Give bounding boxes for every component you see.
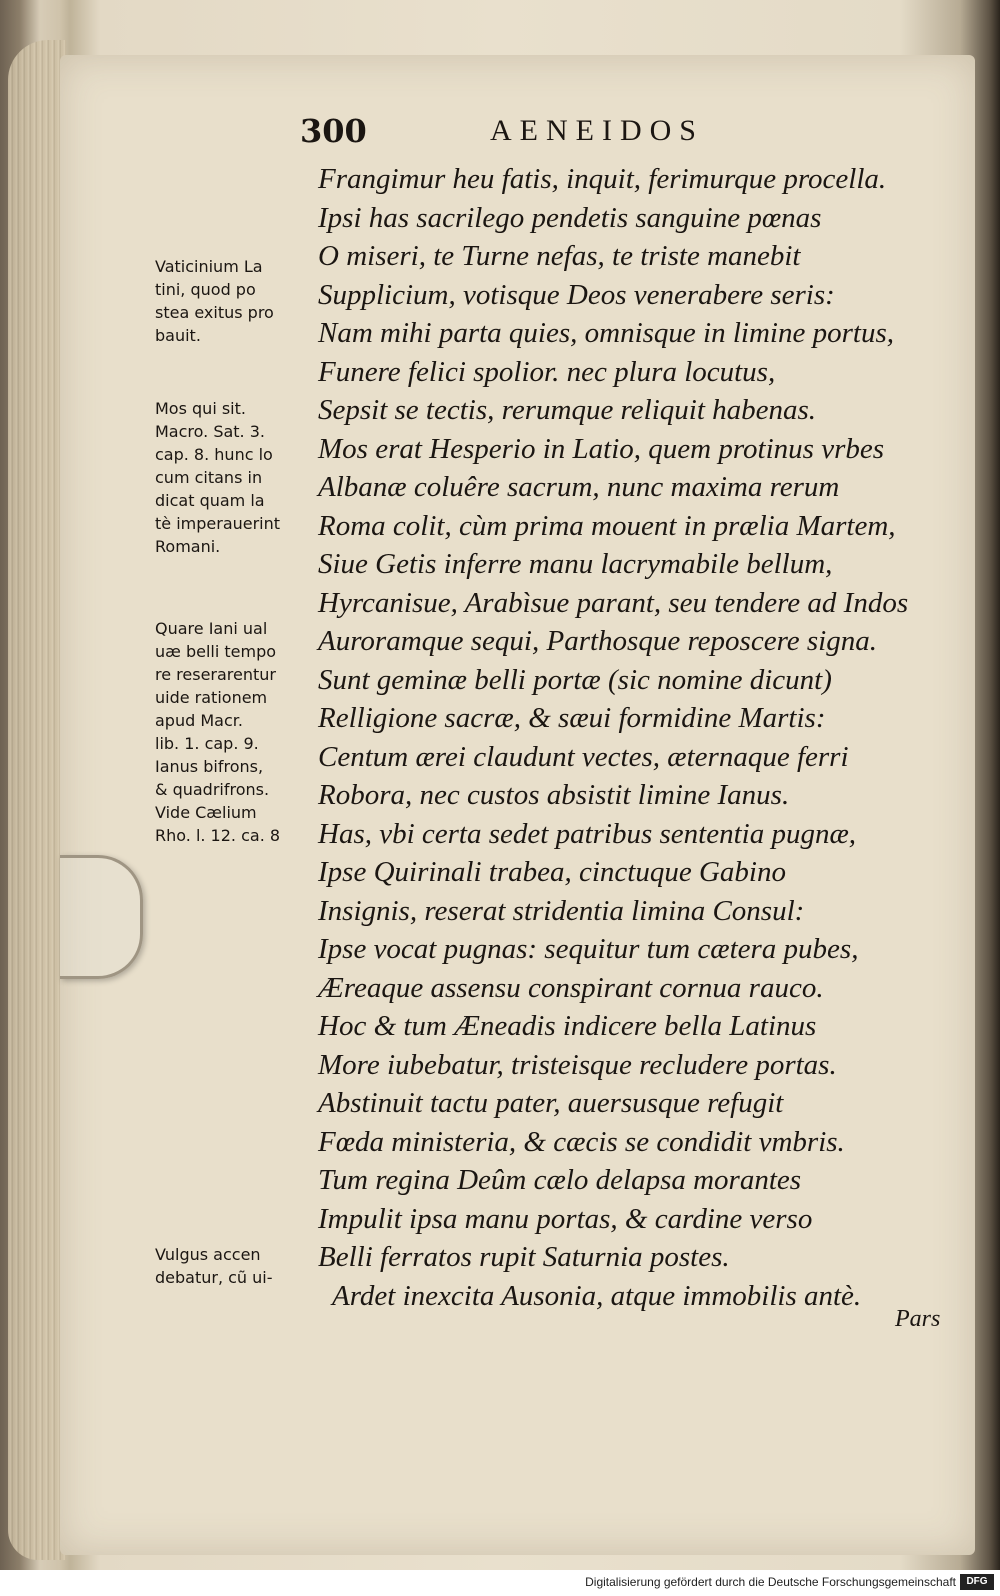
margin-note-line: Vide Cælium bbox=[155, 803, 257, 822]
verse-line: O miseri, te Turne nefas, te triste manebit bbox=[318, 240, 801, 272]
margin-note-line: re reserarentur bbox=[155, 665, 276, 684]
verse-line: Fœda ministeria, & cæcis se condidit vmbris. bbox=[318, 1125, 845, 1158]
verse-line: Æreaque assensu conspirant cornua rauco. bbox=[318, 971, 824, 1004]
verse-line: Albanæ coluêre sacrum, nunc maxima rerum bbox=[318, 471, 840, 503]
margin-note-vulgus bbox=[155, 1243, 315, 1289]
margin-note-vaticinium bbox=[155, 255, 315, 347]
dfg-logo-icon: DFG bbox=[960, 1574, 994, 1590]
verse-line: Hoc & tum Æneadis indicere bella Latinus bbox=[318, 1010, 817, 1042]
verse-line: Relligione sacræ, & sæui formidine Martis: bbox=[318, 702, 826, 734]
verse-line: Robora, nec custos absistit limine Ianus. bbox=[318, 779, 790, 811]
verse-line: Roma colit, cùm prima mouent in prælia Martem, bbox=[318, 509, 896, 542]
margin-note-line: Quare Iani ual bbox=[155, 619, 268, 638]
verse-line: Nam mihi parta quies, omnisque in limine portus, bbox=[318, 317, 894, 349]
verse-line: Ipsi has sacrilego pendetis sanguine pœnas bbox=[318, 201, 822, 234]
verse-line: Sepsit se tectis, rerumque reliquit habenas. bbox=[318, 394, 817, 426]
margin-note-line: bauit. bbox=[155, 326, 201, 345]
verse-line: Hyrcanisue, Arabìsue parant, seu tendere ad Indos bbox=[318, 586, 909, 619]
verse-line: Impulit ipsa manu portas, & cardine verso bbox=[318, 1202, 813, 1235]
margin-note-line: Vaticinium La bbox=[155, 257, 263, 276]
margin-note-line: Macro. Sat. 3. bbox=[155, 422, 265, 441]
margin-note-line: Romani. bbox=[155, 537, 221, 556]
margin-note-line: Mos qui sit. bbox=[155, 399, 246, 418]
verse-list bbox=[318, 160, 968, 1315]
running-head: AENEIDOS bbox=[490, 114, 704, 147]
margin-note-line: Rho. l. 12. ca. 8 bbox=[155, 826, 281, 845]
page-header bbox=[300, 112, 820, 156]
verse-line: Auroramque sequi, Parthosque reposcere signa. bbox=[318, 625, 877, 657]
margin-note-line: stea exitus pro bbox=[155, 303, 274, 322]
verse-line: Supplicium, votisque Deos venerabere seris: bbox=[318, 278, 835, 311]
margin-note-line: uæ belli tempo bbox=[155, 642, 277, 661]
margin-note-line: dicat quam la bbox=[155, 491, 265, 510]
verse-line: Sunt geminæ belli portæ (sic nomine dicunt) bbox=[318, 663, 832, 696]
verse-line: More iubebatur, tristeisque recludere portas. bbox=[318, 1048, 837, 1081]
verse-line: Siue Getis inferre manu lacrymabile bellum, bbox=[318, 548, 833, 580]
verse-line: Tum regina Deûm cælo delapsa morantes bbox=[318, 1164, 802, 1196]
funding-credit: Digitalisierung gefördert durch die Deutsche Forschungsgemeinschaft bbox=[585, 1575, 956, 1589]
margin-note-iani bbox=[155, 617, 315, 847]
verse-line: Frangimur heu fatis, inquit, ferimurque procella. bbox=[318, 163, 887, 195]
verse-line: Centum ærei claudunt vectes, æternaque ferri bbox=[318, 740, 849, 773]
verse-line: Has, vbi certa sedet patribus sententia pugnæ, bbox=[318, 817, 857, 850]
verse-line: Belli ferratos rupit Saturnia postes. bbox=[318, 1241, 730, 1273]
page-clip bbox=[60, 855, 143, 979]
digitization-footer bbox=[0, 1570, 1000, 1596]
verse-line: Funere felici spolior. nec plura locutus, bbox=[318, 355, 776, 388]
margin-note-mos bbox=[155, 397, 315, 558]
verse-line: Insignis, reserat stridentia limina Consul: bbox=[318, 894, 805, 927]
margin-note-line: cum citans in bbox=[155, 468, 263, 487]
page-number: 300 bbox=[300, 112, 367, 150]
verse-line: Ipse Quirinali trabea, cinctuque Gabino bbox=[318, 856, 786, 888]
verse-line: Mos erat Hesperio in Latio, quem protinus vrbes bbox=[318, 432, 885, 465]
margin-note-line: uide rationem bbox=[155, 688, 268, 707]
margin-note-line: & quadrifrons. bbox=[155, 780, 270, 799]
margin-note-line: tini, quod po bbox=[155, 280, 256, 299]
margin-note-line: cap. 8. hunc lo bbox=[155, 445, 273, 464]
margin-note-line: Vulgus accen bbox=[155, 1245, 261, 1264]
margin-note-line: apud Macr. bbox=[155, 711, 243, 730]
margin-note-line: tè imperauerint bbox=[155, 514, 281, 533]
catchword: Pars bbox=[895, 1306, 941, 1332]
verse-line: Ardet inexcita Ausonia, atque immobilis antè. bbox=[332, 1279, 862, 1312]
margin-note-line: lib. 1. cap. 9. bbox=[155, 734, 259, 753]
verse-line: Abstinuit tactu pater, auersusque refugit bbox=[318, 1087, 784, 1119]
margin-note-line: debatur, cũ ui- bbox=[155, 1268, 273, 1287]
margin-note-line: Ianus bifrons, bbox=[155, 757, 264, 776]
verse-line: Ipse vocat pugnas: sequitur tum cætera pubes, bbox=[318, 933, 859, 965]
page-edges bbox=[8, 40, 66, 1560]
